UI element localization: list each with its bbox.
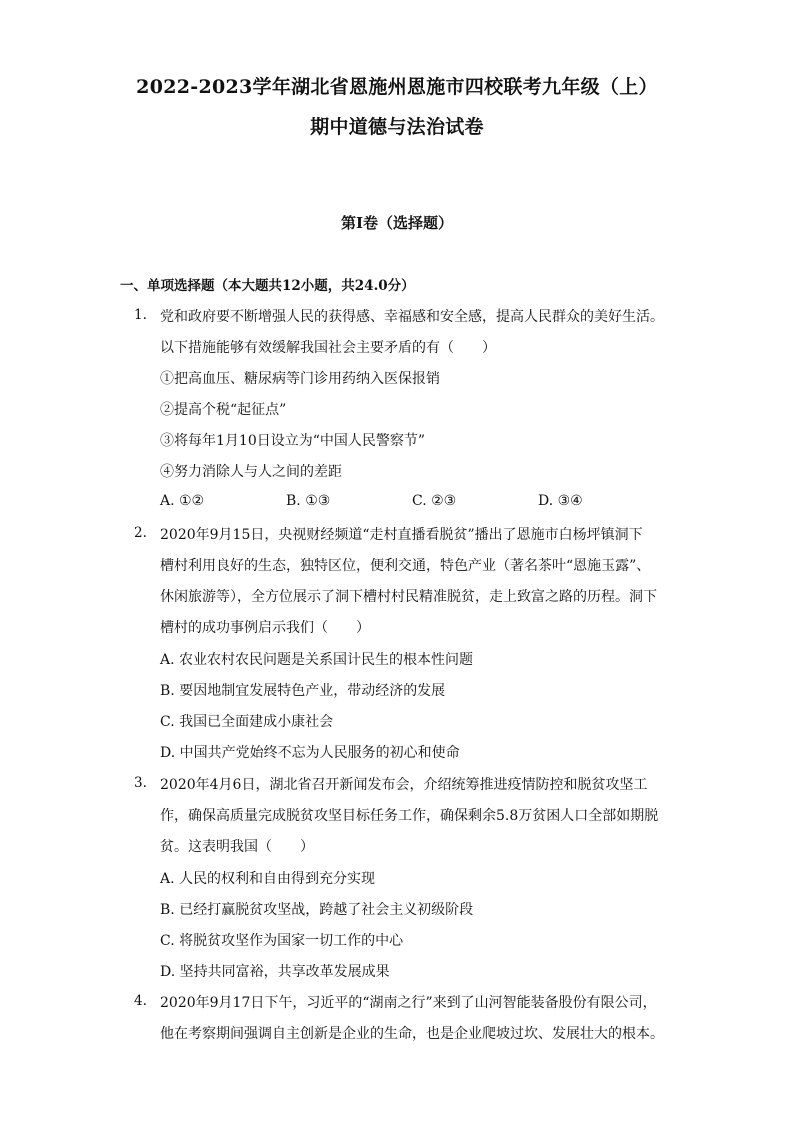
- option-a: A. ①②: [160, 493, 205, 509]
- question-number: 1.: [134, 307, 147, 323]
- question-line: ④努力消除人与人之间的差距: [160, 464, 342, 480]
- exam-title-line1: 2022-2023学年湖北省恩施州恩施市四校联考九年级（上）: [136, 76, 658, 98]
- question-line: ③将每年1月10日设立为“中国人民警察节”: [160, 433, 426, 449]
- question-line: ②提高个税“起征点”: [160, 402, 287, 418]
- question-number: 2.: [134, 525, 147, 541]
- option-c: C. 将脱贫攻坚作为国家一切工作的中心: [160, 933, 404, 949]
- question-number: 3.: [134, 775, 147, 791]
- option-d: D. ③④: [538, 493, 583, 509]
- question-line: ①把高血压、糖尿病等门诊用药纳入医保报销: [160, 371, 440, 387]
- question-line: 槽村利用良好的生态，独特区位，便利交通，特色产业（著名茶叶“恩施玉露”、: [160, 558, 651, 574]
- question-line: 他在考察期间强调自主创新是企业的生命，也是企业爬坡过坎、发展壮大的根本。: [160, 1026, 664, 1042]
- question-line: 槽村的成功事例启示我们（ ）: [160, 620, 370, 636]
- question-line: 2020年9月15日，央视财经频道“走村直播看脱贫”播出了恩施市白杨坪镇洞下: [160, 527, 643, 543]
- option-a: A. 农业农村农民问题是关系国计民生的根本性问题: [160, 652, 474, 668]
- question-line: 2020年4月6日，湖北省召开新闻发布会，介绍统筹推进疫情防控和脱贫攻坚工: [160, 777, 648, 793]
- question-line: 2020年9月17日下午，习近平的“湖南之行”来到了山河智能装备股份有限公司，: [160, 995, 657, 1011]
- option-a: A. 人民的权利和自由得到充分实现: [160, 871, 376, 887]
- option-b: B. 要因地制宜发展特色产业，带动经济的发展: [160, 683, 446, 699]
- question-line: 党和政府要不断增强人民的获得感、幸福感和安全感，提高人民群众的美好生活。: [160, 309, 664, 325]
- option-b: B. ①③: [286, 493, 331, 509]
- question-line: 贫。这表明我国（ ）: [160, 839, 314, 855]
- question-line: 以下措施能够有效缓解我国社会主要矛盾的有（ ）: [160, 340, 496, 356]
- option-b: B. 已经打赢脱贫攻坚战，跨越了社会主义初级阶段: [160, 902, 474, 918]
- option-c: C. 我国已全面建成小康社会: [160, 714, 334, 730]
- section-title: 第I卷（选择题）: [340, 214, 454, 232]
- option-c: C. ②③: [412, 493, 457, 509]
- question-line: 作，确保高质量完成脱贫攻坚目标任务工作，确保剩余5.8万贫困人口全部如期脱: [160, 808, 659, 824]
- question-line: 休闲旅游等），全方位展示了洞下槽村村民精准脱贫，走上致富之路的历程。洞下: [160, 589, 657, 605]
- option-d: D. 坚持共同富裕，共享改革发展成果: [160, 964, 390, 980]
- exam-title-line2: 期中道德与法治试卷: [310, 116, 484, 138]
- option-d: D. 中国共产党始终不忘为人民服务的初心和使命: [160, 745, 460, 761]
- part-heading: 一、单项选择题（本大题共12小题，共24.0分）: [120, 278, 415, 294]
- question-number: 4.: [134, 993, 147, 1009]
